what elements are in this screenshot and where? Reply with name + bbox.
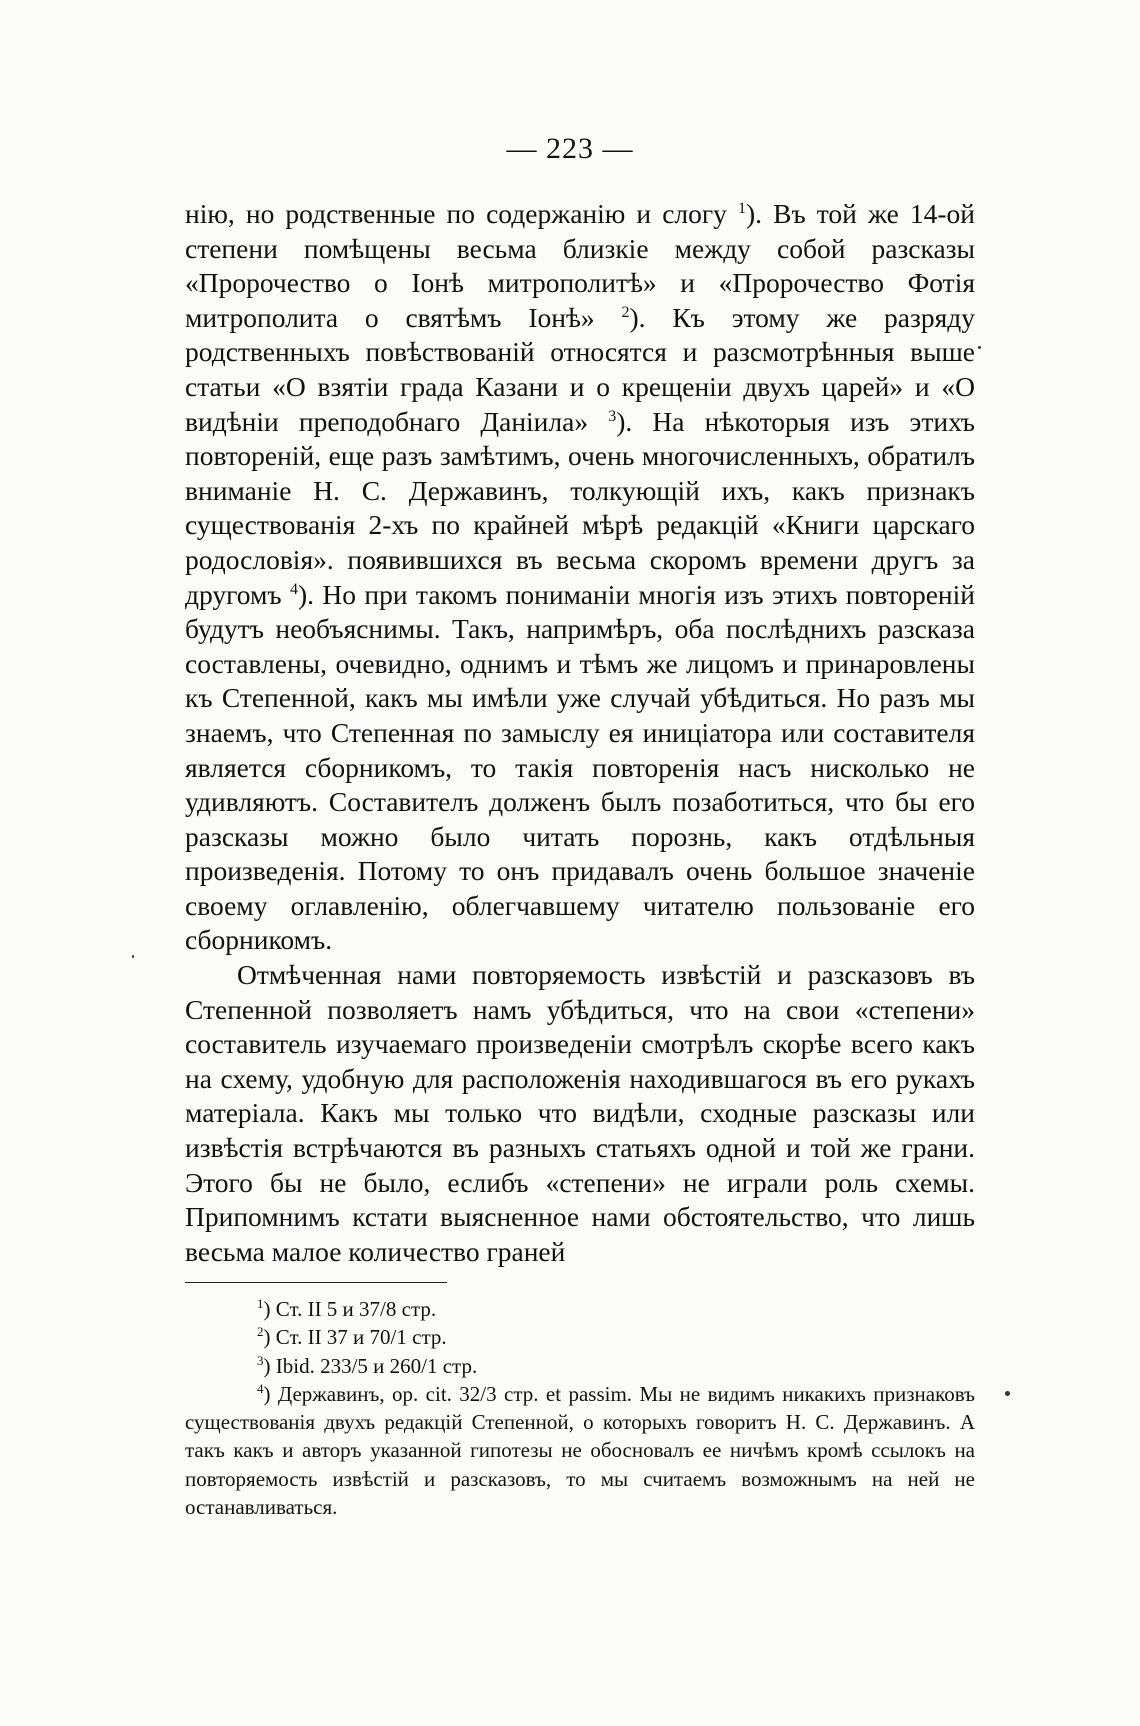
footnote-ref-2: 2	[621, 303, 630, 321]
footnote-ref-3: 3	[608, 407, 617, 425]
footnote-mark: 4	[257, 1380, 264, 1396]
page-number: — 223 —	[506, 132, 634, 165]
main-text	[185, 197, 975, 1269]
paragraph-1-part-4: ). На нѣкоторыя изъ этихъ повтореній, еще разъ замѣтимъ, очень многочисленныхъ, обратилъ вниманіе Н. С. Державинъ, толкующій ихъ, какъ признакъ существованія 2-хъ по крайней мѣрѣ редакцій «Книги царскаго родословія». появившихся въ весьма скоромъ времени другъ за другомъ	[185, 405, 976, 610]
scan-speck	[1005, 1391, 1010, 1396]
paragraph-1-part-3: ). Къ этому же разряду родственныхъ повѣствованій относятся и разсмотрѣнныя выше статьи «О взятіи града Казани и о крещеніи двухъ царей» и «О видѣніи преподобнаго Даніила»	[185, 301, 975, 437]
footnote-divider	[185, 1282, 447, 1283]
footnotes	[185, 1295, 975, 1521]
paragraph-1-part-2: ). Въ той же 14-ой степени помѣщены весьма близкіе между собой разсказы «Пророчество о Іонѣ митрополитѣ» и «Пророчество Фотія митрополита о святѣмъ Іонѣ»	[185, 198, 975, 333]
footnote-4	[185, 1380, 975, 1521]
footnote-ref-4: 4	[289, 580, 298, 598]
footnote-mark: 3	[257, 1352, 264, 1368]
paragraph-2: Отмѣченная нами повторяемость извѣстій и разсказовъ въ Степенной позволяетъ намъ убѣдиться, что на свои «степени» составитель изучаемаго произведеніи смотрѣлъ скорѣе всего какъ на схему, удобную для расположенія находившагося въ его рукахъ матеріала. Какъ мы только что видѣли, сходные разсказы или извѣстія встрѣчаются въ разныхъ статьяхъ одной и той же грани. Этого бы не было, еслибъ «степени» не играли роль схемы. Припомнимъ кстати выясненное нами обстоятельство, что лишь весьма малое количество граней	[185, 959, 975, 1267]
paragraph-1-part-5: ). Но при такомъ пониманіи многія изъ этихъ повтореній будутъ необъяснимы. Такъ, напримѣръ, оба послѣднихъ разсказа составлены, очевидно, однимъ и тѣмъ же лицомъ и принаровлены къ Степенной, какъ мы имѣли уже случай убѣдиться. Но разъ мы знаемъ, что Степенная по замыслу ея иниціатора или составителя является сборникомъ, то такія повторенія насъ нисколько не удивляютъ. Составителъ долженъ былъ позаботиться, что бы его разсказы можно было читать порознь, какъ отдѣльныя произведенія. Потому то онъ придавалъ очень большое значеніе своему оглавленію, облегчавшему читателю пользованіе его сборникомъ.	[185, 578, 975, 956]
paragraph-1-part-1: нію, но родственные по содержанію и слогу	[185, 198, 738, 229]
footnote-1	[185, 1295, 975, 1323]
footnote-text: ) Ст. II 37 и 70/1 стр.	[263, 1325, 447, 1350]
footnote-text: ) Ibid. 233/5 и 260/1 стр.	[263, 1353, 478, 1378]
footnote-3	[185, 1352, 975, 1380]
footnote-mark: 1	[257, 1296, 264, 1311]
scan-speck	[132, 955, 134, 958]
footnote-text: ) Державинъ, op. cit. 32/3 стр. et passim. Мы не видимъ никакихъ признаковъ существованія двухъ редакцій Степенной, о которыхъ говоритъ Н. С. Державинъ. А такъ какъ и авторъ указанной гипотезы не обосновалъ ее ничѣмъ кромѣ ссылокъ на повторяемость извѣстій и разсказовъ, то мы считаемъ возможнымъ на ней не останавливаться.	[185, 1381, 975, 1520]
paragraph-1	[185, 197, 975, 958]
footnote-text: ) Ст. II 5 и 37/8 стр.	[263, 1297, 437, 1321]
footnote-2	[185, 1323, 975, 1351]
scan-speck	[978, 346, 981, 349]
footnote-ref-1: 1	[737, 199, 746, 217]
footnote-mark: 2	[257, 1324, 264, 1340]
